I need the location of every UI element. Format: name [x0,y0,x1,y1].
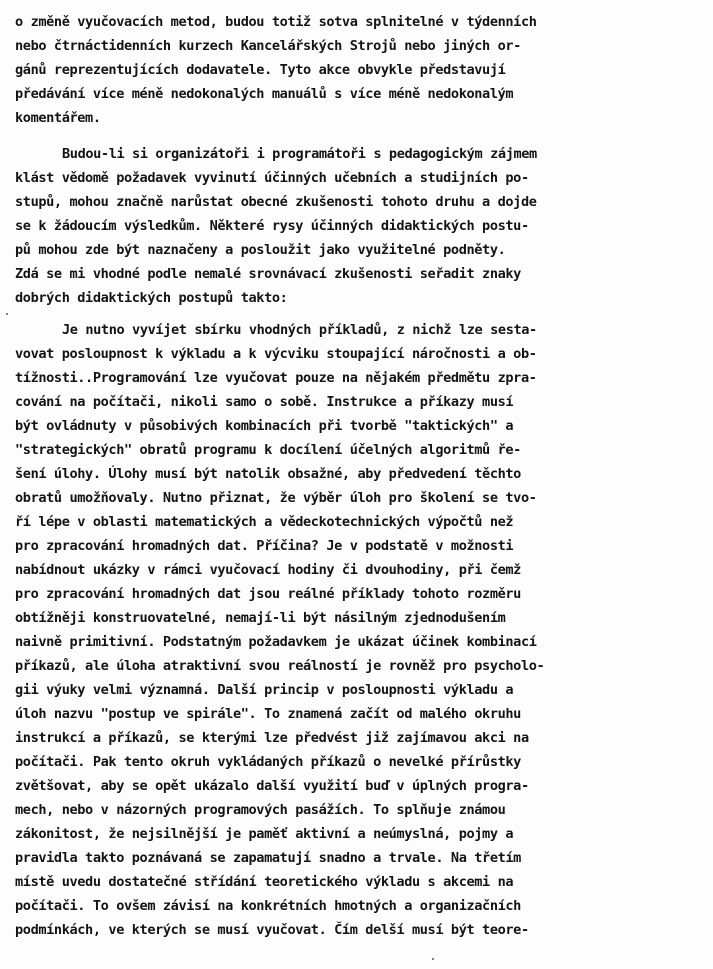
text-line: pravidla takto poznávaná se zapamatují snadno a trvale. Na třetím [15,850,521,866]
text-line: gánů reprezentujících dodavatele. Tyto akce obvykle představují [15,62,506,78]
text-line: instrukcí a příkazů, se kterými lze předvést již zajímavou akci na [15,730,529,746]
text-line: klást vědomě požadavek vyvinutí účinných učebních a studijních po- [15,170,529,186]
text-line: úloh nazvu "postup ve spirále". To znamená začít od malého okruhu [15,706,521,722]
text-line: místě uvedu dostatečné střídání teoretického výkladu s akcemi na [15,874,514,890]
text-line: "strategických" obratů programu k docílení účelných algoritmů ře- [15,442,521,458]
text-line: zvětšovat, aby se opět ukázalo další využití buď v úplných progra- [15,778,529,794]
text-line: gii výuky velmi významná. Další princip v posloupnosti výkladu a [15,682,514,698]
text-line: nabídnout ukázky v rámci vyučovací hodiny či dvouhodiny, při čemž [15,562,521,578]
text-line: vovat posloupnost k výkladu a k výcviku stoupající náročnosti a ob- [15,346,537,362]
text-line: Zdá se mi vhodné podle nemalé srovnávací zkušenosti seřadit znaky [15,266,521,282]
text-line: ří lépe v oblasti matematických a vědeckotechnických výpočtů než [15,514,514,530]
text-line: naivně primitivní. Podstatným požadavkem je ukázat účinek kombinací [15,634,537,650]
text-line: tížnosti..Programování lze vyučovat pouze na nějakém předmětu zpra- [15,370,537,386]
text-line: pro zpracování hromadných dat jsou reálné příklady tohoto rozměru [15,586,521,602]
text-line: dobrých didaktických postupů takto: [15,290,288,306]
text-line: obtížněji konstruovatelné, nemají-li být násilným zjednodušením [15,610,506,626]
text-line: nebo čtrnáctidenních kurzech Kancelářských Strojů nebo jiných or- [15,38,521,54]
text-line: cování na počítači, nikoli samo o sobě. Instrukce a příkazy musí [15,394,514,410]
text-line: Je nutno vyvíjet sbírku vhodných příkladů, z nichž lze sesta- [62,322,537,338]
text-line: stupů, mohou značně narůstat obecné zkušenosti tohoto druhu a dojde [15,194,537,210]
text-line: mech, nebo v názorných programových pasážích. To splňuje známou [15,802,506,818]
text-line: zákonitost, že nejsilnější je paměť aktivní a neúmyslná, pojmy a [15,826,514,842]
text-line: příkazů, ale úloha atraktivní svou reálností je rovněž pro psycholo- [15,658,545,674]
text-line: se k žádoucím výsledkům. Některé rysy účinných didaktických postu- [15,218,529,234]
scan-speck [6,313,8,315]
text-line: komentářem. [15,110,101,126]
text-line: o změně vyučovacích metod, budou totiž sotva splnitelné v týdenních [15,14,537,30]
text-line: počítači. To ovšem závisí na konkrétních hmotných a organizačních [15,898,521,914]
text-line: šení úlohy. Úlohy musí být natolik obsažné, aby předvedení těchto [15,466,521,482]
text-line: pro zpracování hromadných dat. Příčina? Je v podstatě v možnosti [15,538,514,554]
text-line: podmínkách, ve kterých se musí vyučovat. Čím delší musí být teore- [15,922,529,938]
text-line: Budou-li si organizátoři i programátoři s pedagogickým zájmem [62,146,537,162]
scan-speck [432,958,434,960]
text-line: pů mohou zde být naznačeny a posloužit jako využitelné podněty. [15,242,506,258]
text-line: být ovládnuty v působivých kombinacích při tvorbě "taktických" a [15,418,514,434]
text-line: počítači. Pak tento okruh vykládaných příkazů o nevelké přírůstky [15,754,521,770]
text-line: předávání více méně nedokonalých manuálů s více méně nedokonalým [15,86,514,102]
text-line: obratů umožňovaly. Nutno přiznat, že výběr úloh pro školení se tvo- [15,490,537,506]
